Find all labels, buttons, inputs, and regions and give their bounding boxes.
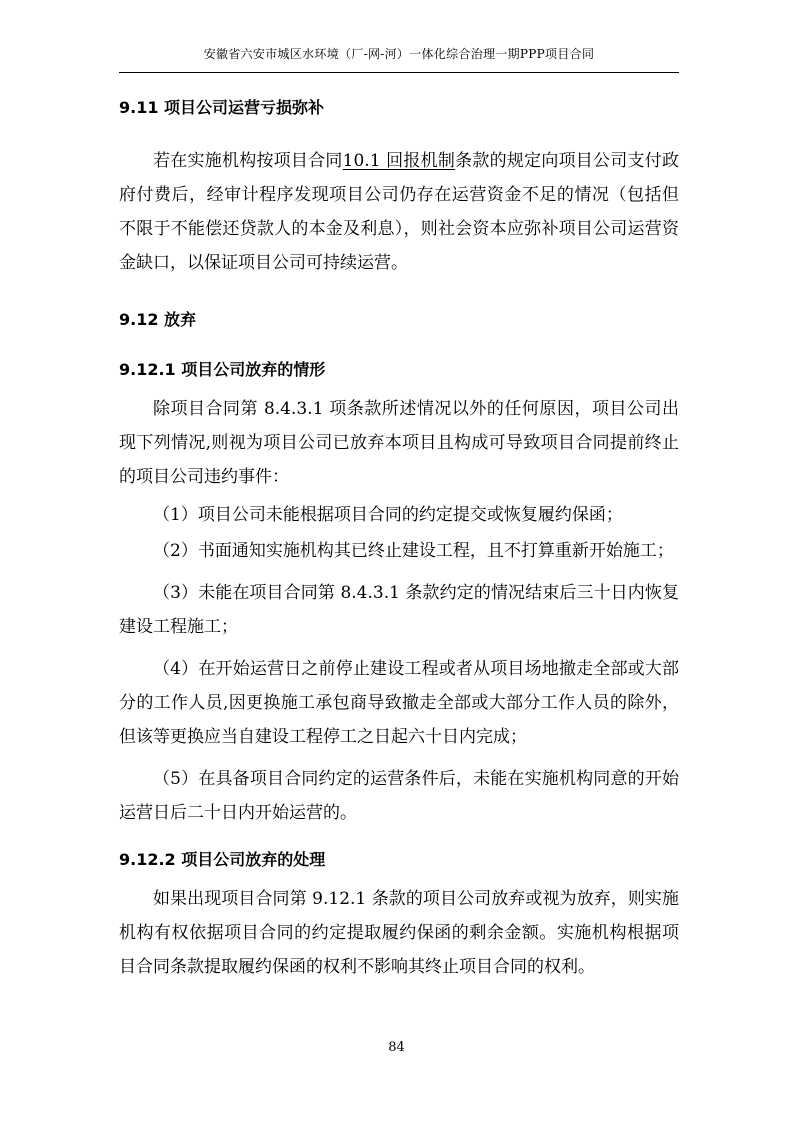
section-9-12-2-paragraph: 如果出现项目合同第 9.12.1 条款的项目公司放弃或视为放弃，则实施机构有权依据项目合同的约定提取履约保函的剩余金额。实施机构根据项目合同条款提取履约保函的权利不影响其终止项目合同的权利。	[119, 889, 679, 977]
paragraph-text-after-link: 条款的规定向项目公司支付政府付费后，经审计程序发现项目公司仍存在运营资金不足的情况（包括但不限于不能偿还贷款人的本金及利息），则社会资本应弥补项目公司运营资金缺口，以保证项目公司可持续运营。	[119, 151, 680, 273]
page-header: 安徽省六安市城区水环境（厂-网-河）一体化综合治理一期PPP项目合同	[203, 47, 595, 61]
section-heading-9-12-1: 9.12.1 项目公司放弃的情形	[119, 360, 326, 379]
list-item-4: （4）在开始运营日之前停止建设工程或者从项目场地撤走全部或大部分的工作人员,因更换施工承包商导致撤走全部或大部分工作人员的除外，但该等更换应当自建设工程停工之日起六十日内完成；	[119, 659, 679, 747]
paragraph-text-before-link: 若在实施机构按项目合同	[153, 151, 343, 171]
section-heading-9-11: 9.11 项目公司运营亏损弥补	[119, 98, 325, 117]
list-item-2: （2）书面通知实施机构其已终止建设工程，且不打算重新开始施工；	[153, 541, 674, 561]
section-heading-9-12-2: 9.12.2 项目公司放弃的处理	[119, 850, 326, 869]
section-heading-9-12: 9.12 放弃	[119, 310, 197, 329]
reference-link-10-1[interactable]: 10.1 回报机制	[342, 151, 456, 171]
list-item-3: （3）未能在项目合同第 8.4.3.1 条款约定的情况结束后三十日内恢复建设工程施工；	[119, 583, 679, 637]
list-item-5: （5）在具备项目合同约定的运营条件后，未能在实施机构同意的开始运营日后二十日内开始运营的。	[119, 769, 679, 823]
header-divider	[119, 72, 679, 73]
page-number: 84	[388, 1040, 405, 1055]
section-9-12-1-intro: 除项目合同第 8.4.3.1 项条款所述情况以外的任何原因，项目公司出现下列情况,则视为项目公司已放弃本项目且构成可导致项目合同提前终止的项目公司违约事件：	[119, 399, 679, 487]
document-body	[119, 87, 679, 984]
list-item-1: （1）项目公司未能根据项目合同的约定提交或恢复履约保函；	[153, 505, 623, 525]
section-9-11-paragraph	[119, 144, 679, 280]
